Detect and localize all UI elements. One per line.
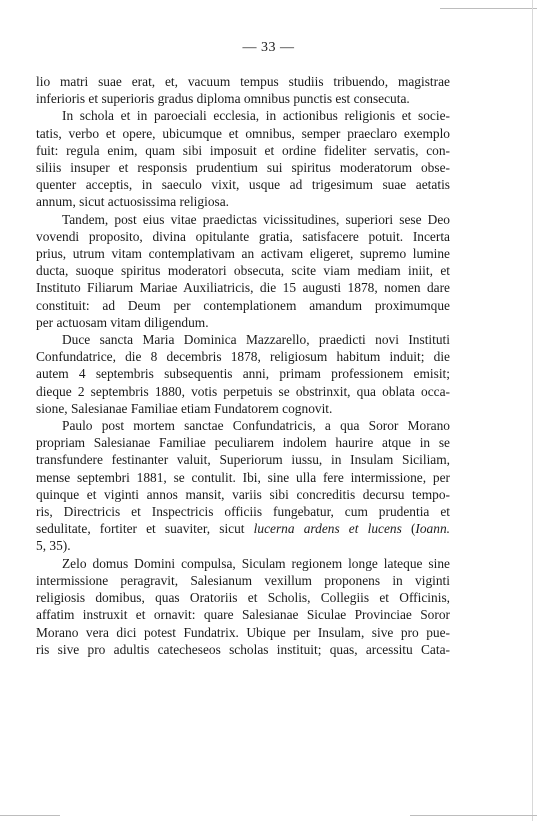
text-line: constituit: ad Deum per contemplationem amandum proximumque (36, 297, 450, 313)
text-line: quinque et viginti annos mansit, variis sibi concreditis decursu tempo- (36, 486, 450, 502)
text-line: ris, Directricis et Inspectricis officiis fungebatur, cum prudentia et (36, 504, 450, 520)
text-line: Tandem, post eius vitae praedictas vicissitudines, superiori sese Deo (62, 211, 450, 227)
text-line: ducta, suoque spiritus moderatori obsecuta, scite viam mediam iniit, et (36, 263, 450, 279)
bottom-edge-rule-left (0, 815, 60, 816)
text-line: per actuosam vitam diligendum. (36, 314, 209, 330)
text-line: annum, sicut actuosissima religiosa. (36, 194, 230, 210)
text-line: siliis insuper et responsis prudentium sui spiritus moderatorum obse- (36, 160, 450, 176)
text-line: affatim instruxit et ornavit: quare Salesianae Siculae Provinciae Soror (36, 607, 450, 623)
text-line: tatis, verbo et opere, ubicumque et omnibus, semper praeclaro exemplo (36, 125, 450, 141)
paragraph-1 (36, 73, 450, 107)
text-line: fuit: regula enim, quam sibi imposuit et ordine fideliter servatis, con- (36, 142, 450, 158)
citation-book: Ioann. (415, 521, 450, 537)
text-line: Paulo post mortem sanctae Confundatricis, a qua Soror Morano (62, 418, 450, 434)
body-text (36, 73, 450, 658)
paragraph-3 (36, 211, 450, 331)
citation-tail: 5, 35). (36, 538, 71, 554)
text-line: transfundere festinanter valuit, Superiorum iussu, in Insulam Siciliam, (36, 452, 450, 468)
page-edge-rule (532, 0, 533, 821)
text-line: dieque 2 septembris 1880, votis perpetuis se obstrinxit, qua oblata occa- (36, 383, 450, 399)
paragraph-6 (36, 555, 450, 658)
text-line: ris sive pro adultis catecheseos scholas instituit; quas, arcessitu Cata- (36, 641, 450, 657)
text-line: lio matri suae erat, et, vacuum tempus studiis tribuendo, magistrae (36, 74, 450, 89)
text-line: autem 4 septembris subsequentis anni, primam professionem emisit; (36, 366, 450, 382)
text-line: religiosis domibus, quas Oratoriis et Scholis, Collegiis et Officinis, (36, 590, 450, 606)
text-line: prius, utrum vitam contemplativam an activam eligeret, supremo lumine (36, 246, 450, 262)
paragraph-4 (36, 331, 450, 417)
paragraph-2 (36, 107, 450, 210)
paragraph-5 (36, 417, 450, 555)
text-line: intermissione peragravit, Salesianum vexillum proponens in viginti (36, 572, 450, 588)
text-segment: ( (401, 521, 416, 537)
text-segment: sedulitate, fortiter et suaviter, sicut (36, 521, 254, 537)
text-line: Zelo domus Domini compulsa, Siculam regionem longe lateque sine (62, 555, 450, 571)
text-line: Instituto Filiarum Mariae Auxiliatricis, die 15 augusti 1878, nomen dare (36, 280, 450, 296)
text-line: In schola et in paroeciali ecclesia, in actionibus religionis et socie- (62, 108, 450, 124)
text-line: propriam Salesianae Familiae peculiarem indolem haurire atque in se (36, 435, 450, 451)
text-line: sione, Salesianae Familiae etiam Fundatorem cognovit. (36, 400, 333, 416)
text-line: mense septembri 1881, se contulit. Ibi, sine ulla fere intermissione, per (36, 469, 450, 485)
top-edge-rule (440, 8, 537, 9)
bottom-edge-rule-right (410, 815, 537, 816)
text-line: Morano vera dici potest Fundatrix. Ubique per Insulam, sive pro pue- (36, 624, 450, 640)
text-line: inferioris et superioris gradus diploma omnibus punctis est consecuta. (36, 91, 410, 107)
page-number: — 33 — (242, 40, 295, 55)
text-line: quenter acceptis, in saeculo vixit, usque ad trigesimum suae aetatis (36, 177, 450, 193)
text-line: Confundatrice, die 8 decembris 1878, religiosum habitum induit; die (36, 349, 450, 365)
text-line-with-citation (36, 520, 450, 537)
text-line: Duce sancta Maria Dominica Mazzarello, praedicti novi Instituti (62, 332, 450, 348)
quotation-italic: lucerna ardens et lucens (253, 521, 402, 537)
text-line: vovendi proposito, divina opitulante gratia, satisfacere potuit. Incerta (36, 228, 450, 244)
